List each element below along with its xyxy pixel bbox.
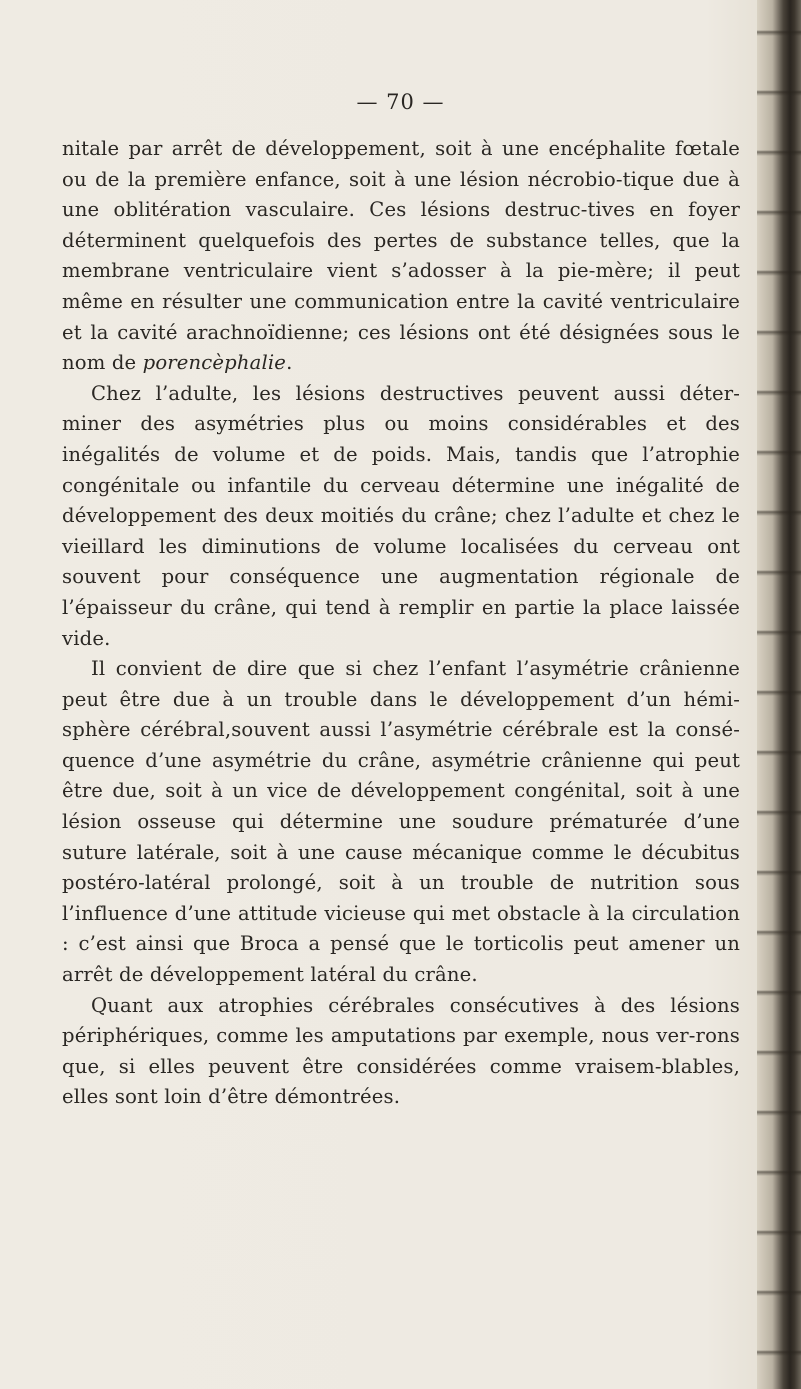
paragraph-3: Il convient de dire que si chez l’enfant l’asymétrie crânienne peut être due à un trouble dans le développement d’un hémi-sphère cérébral,souvent aussi l’asymétrie cérébrale est la consé-quence d’une asymétrie du crâne, asymétrie crânienne qui peut être due, soit à un vice de développement congénital, soit à une lésion osseuse qui détermine une soudure prématurée d’une suture latérale, soit à une cause mécanique comme le décubitus postéro-latéral prolongé, soit à un trouble de nutrition sous l’influence d’une attitude vicieuse qui met obstacle à la circulation : c’est ainsi que Broca a pensé que le torticolis peut amener un arrêt de développement latéral du crâne. <box>62 657 740 987</box>
paragraph-4: Quant aux atrophies cérébrales consécutives à des lésions périphériques, comme les amputations par exemple, nous ver-rons que, si elles peuvent être considérées comme vraisem-blables, elles sont loin d’être démontrées. <box>62 993 740 1109</box>
body-text <box>62 134 740 1113</box>
term-porencephalie: porencèphalie <box>142 351 287 375</box>
paragraph-1-end: . <box>286 351 293 375</box>
page-number: — 70 — <box>356 90 445 114</box>
paragraph-1 <box>62 134 740 379</box>
paragraph-1-text: nitale par arrêt de développement, soit à une encéphalite fœtale ou de la première enfance, soit à une lésion nécrobio-tique due à une oblitération vasculaire. Ces lésions destruc-tives en foyer déterminent quelquefois des pertes de substance telles, que la membrane ventriculaire vient s’adosser à la pie-mère; il peut même en résulter une communication entre la cavité ventriculaire et la cavité arachnoïdienne; ces lésions ont été désignées sous le nom de <box>62 137 740 375</box>
paragraph-2: Chez l’adulte, les lésions destructives peuvent aussi déter-miner des asymétries plus ou moins considérables et des inégalités de volume et de poids. Mais, tandis que l’atrophie congénitale ou infantile du cerveau détermine une inégalité de développement des deux moitiés du crâne; chez l’adulte et chez le vieillard les diminutions de volume localisées du cerveau ont souvent pour conséquence une augmentation régionale de l’épaisseur du crâne, qui tend à remplir en partie la place laissée vide. <box>62 381 740 650</box>
book-spine-edge <box>757 0 801 1389</box>
